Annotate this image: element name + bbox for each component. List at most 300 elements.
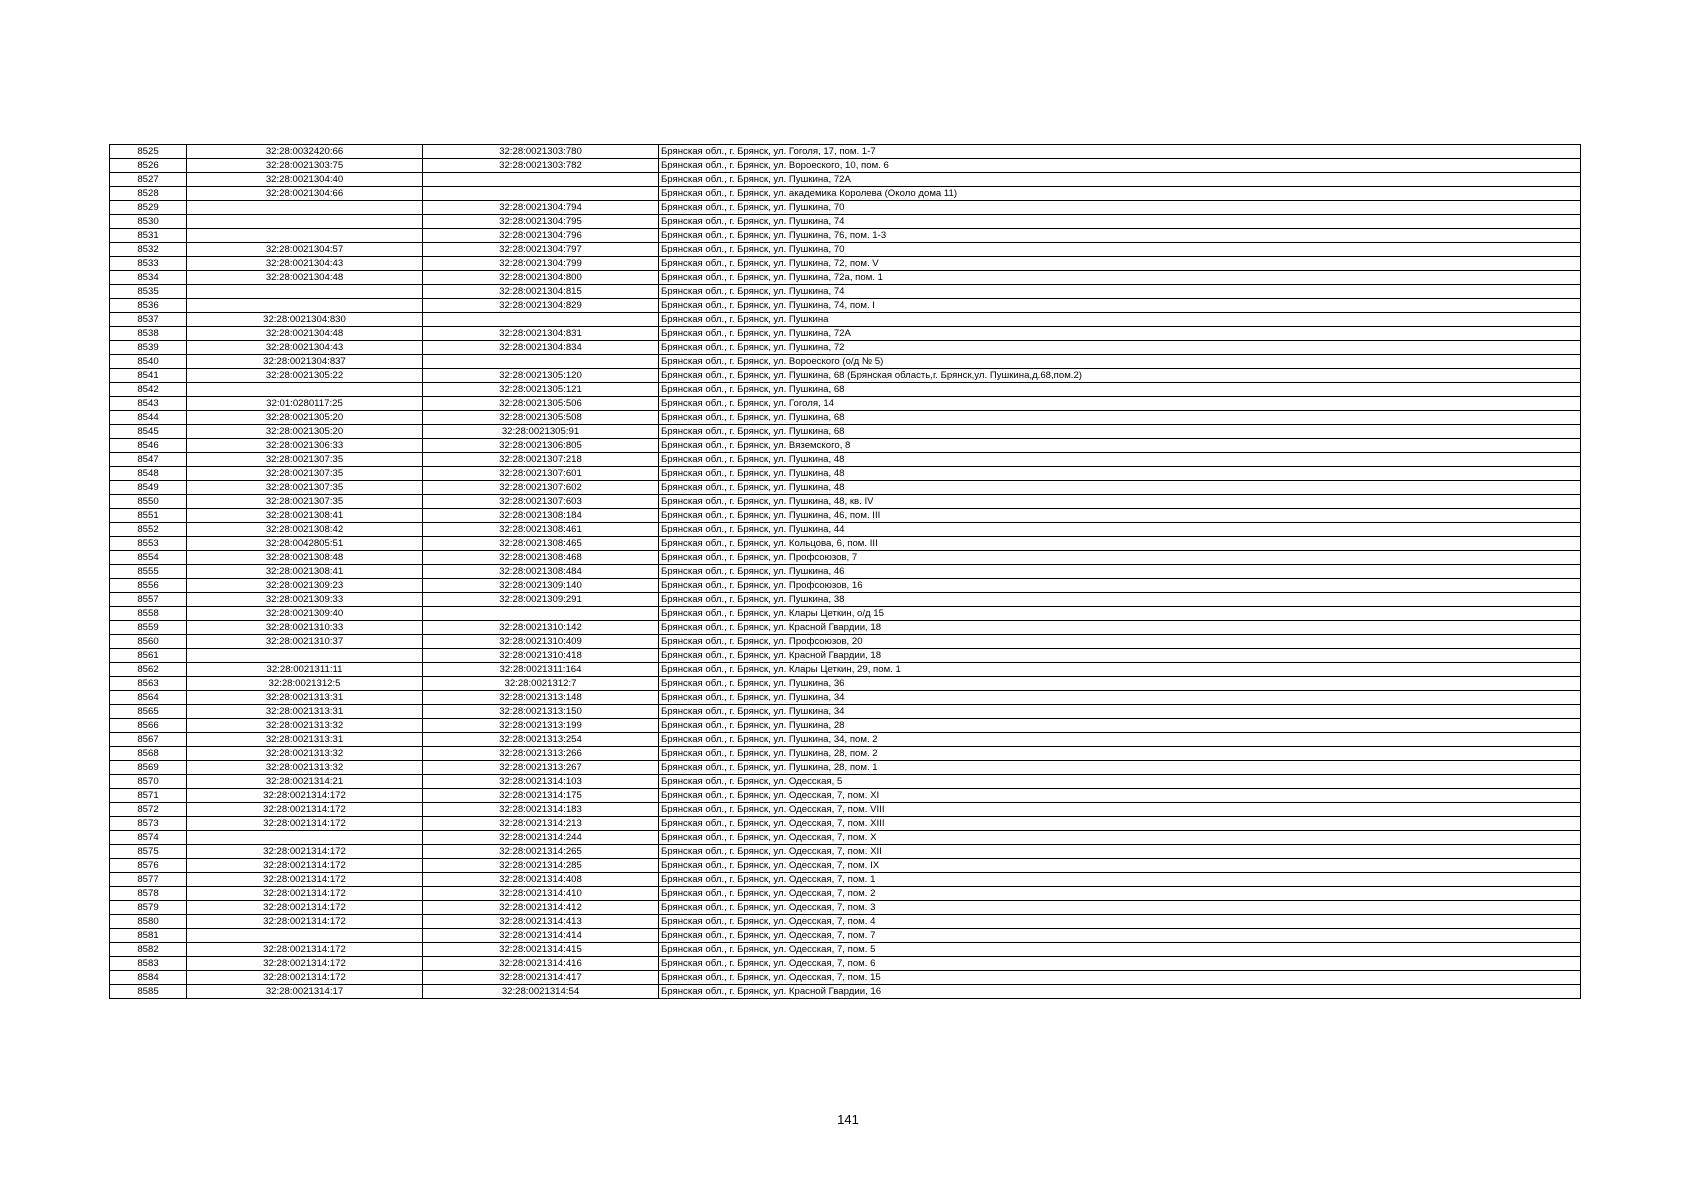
parcel-number-cell: 32:28:0021304:40 bbox=[187, 173, 423, 187]
address-cell: Брянская обл., г. Брянск, ул. Пушкина, 74, пом. I bbox=[659, 299, 1581, 313]
record-number-cell: 8554 bbox=[110, 551, 187, 565]
table-row bbox=[110, 481, 1581, 495]
address-cell: Брянская обл., г. Брянск, ул. Пушкина, 68 (Брянская область,г. Брянск,ул. Пушкина,д.68,пом.2) bbox=[659, 369, 1581, 383]
parcel-number-cell: 32:28:0021304:66 bbox=[187, 187, 423, 201]
object-number-cell: 32:28:0021314:408 bbox=[423, 873, 659, 887]
parcel-number-cell: 32:28:0042805:51 bbox=[187, 537, 423, 551]
table-row bbox=[110, 901, 1581, 915]
record-number-cell: 8536 bbox=[110, 299, 187, 313]
object-number-cell: 32:28:0021308:184 bbox=[423, 509, 659, 523]
parcel-number-cell: 32:28:0021314:172 bbox=[187, 873, 423, 887]
address-cell: Брянская обл., г. Брянск, ул. Пушкина bbox=[659, 313, 1581, 327]
address-cell: Брянская обл., г. Брянск, ул. Пушкина, 68 bbox=[659, 425, 1581, 439]
address-cell: Брянская обл., г. Брянск, ул. Клары Цеткин, о/д 15 bbox=[659, 607, 1581, 621]
record-number-cell: 8556 bbox=[110, 579, 187, 593]
address-cell: Брянская обл., г. Брянск, ул. Одесская, 7, пом. 7 bbox=[659, 929, 1581, 943]
address-cell: Брянская обл., г. Брянск, ул. Пушкина, 34, пом. 2 bbox=[659, 733, 1581, 747]
parcel-number-cell: 32:28:0021304:837 bbox=[187, 355, 423, 369]
parcel-number-cell: 32:28:0021314:21 bbox=[187, 775, 423, 789]
record-number-cell: 8558 bbox=[110, 607, 187, 621]
address-cell: Брянская обл., г. Брянск, ул. Профсоюзов, 20 bbox=[659, 635, 1581, 649]
parcel-number-cell: 32:28:0021314:172 bbox=[187, 789, 423, 803]
address-cell: Брянская обл., г. Брянск, ул. Кольцова, 6, пом. III bbox=[659, 537, 1581, 551]
table-row bbox=[110, 299, 1581, 313]
address-cell: Брянская обл., г. Брянск, ул. Пушкина, 72 bbox=[659, 341, 1581, 355]
record-number-cell: 8553 bbox=[110, 537, 187, 551]
object-number-cell: 32:28:0021314:410 bbox=[423, 887, 659, 901]
record-number-cell: 8542 bbox=[110, 383, 187, 397]
parcel-number-cell: 32:28:0021309:23 bbox=[187, 579, 423, 593]
parcel-number-cell: 32:28:0021314:172 bbox=[187, 971, 423, 985]
parcel-number-cell: 32:28:0021303:75 bbox=[187, 159, 423, 173]
record-number-cell: 8525 bbox=[110, 145, 187, 159]
table-row bbox=[110, 327, 1581, 341]
table-row bbox=[110, 159, 1581, 173]
record-number-cell: 8584 bbox=[110, 971, 187, 985]
table-row bbox=[110, 397, 1581, 411]
parcel-number-cell: 32:28:0021314:172 bbox=[187, 943, 423, 957]
table-row bbox=[110, 173, 1581, 187]
record-number-cell: 8557 bbox=[110, 593, 187, 607]
object-number-cell: 32:28:0021314:416 bbox=[423, 957, 659, 971]
parcel-number-cell: 32:28:0021307:35 bbox=[187, 481, 423, 495]
table-row bbox=[110, 677, 1581, 691]
object-number-cell: 32:28:0021308:468 bbox=[423, 551, 659, 565]
address-cell: Брянская обл., г. Брянск, ул. Пушкина, 68 bbox=[659, 411, 1581, 425]
table-row bbox=[110, 621, 1581, 635]
address-cell: Брянская обл., г. Брянск, ул. Одесская, 7, пом. 4 bbox=[659, 915, 1581, 929]
table-row bbox=[110, 831, 1581, 845]
record-number-cell: 8565 bbox=[110, 705, 187, 719]
record-number-cell: 8555 bbox=[110, 565, 187, 579]
object-number-cell bbox=[423, 187, 659, 201]
record-number-cell: 8552 bbox=[110, 523, 187, 537]
parcel-number-cell bbox=[187, 299, 423, 313]
record-number-cell: 8566 bbox=[110, 719, 187, 733]
record-number-cell: 8581 bbox=[110, 929, 187, 943]
object-number-cell: 32:28:0021314:103 bbox=[423, 775, 659, 789]
table-row bbox=[110, 593, 1581, 607]
parcel-number-cell: 32:28:0021313:31 bbox=[187, 691, 423, 705]
record-number-cell: 8551 bbox=[110, 509, 187, 523]
parcel-number-cell: 32:28:0021309:33 bbox=[187, 593, 423, 607]
parcel-number-cell: 32:28:0021313:32 bbox=[187, 747, 423, 761]
table-row bbox=[110, 957, 1581, 971]
record-number-cell: 8528 bbox=[110, 187, 187, 201]
address-cell: Брянская обл., г. Брянск, ул. Профсоюзов, 16 bbox=[659, 579, 1581, 593]
parcel-number-cell: 32:28:0021313:31 bbox=[187, 705, 423, 719]
object-number-cell: 32:28:0021312:7 bbox=[423, 677, 659, 691]
parcel-number-cell: 32:28:0021304:43 bbox=[187, 257, 423, 271]
address-cell: Брянская обл., г. Брянск, ул. Пушкина, 48 bbox=[659, 481, 1581, 495]
parcel-number-cell: 32:28:0021314:172 bbox=[187, 803, 423, 817]
record-number-cell: 8569 bbox=[110, 761, 187, 775]
table-row bbox=[110, 733, 1581, 747]
parcel-number-cell: 32:28:0021308:41 bbox=[187, 509, 423, 523]
object-number-cell: 32:28:0021304:799 bbox=[423, 257, 659, 271]
parcel-number-cell: 32:28:0021314:172 bbox=[187, 901, 423, 915]
parcel-number-cell: 32:28:0021311:11 bbox=[187, 663, 423, 677]
record-number-cell: 8577 bbox=[110, 873, 187, 887]
parcel-number-cell: 32:28:0021307:35 bbox=[187, 453, 423, 467]
parcel-number-cell: 32:28:0021309:40 bbox=[187, 607, 423, 621]
address-cell: Брянская обл., г. Брянск, ул. Клары Цеткин, 29, пом. 1 bbox=[659, 663, 1581, 677]
address-cell: Брянская обл., г. Брянск, ул. Одесская, 7, пом. X bbox=[659, 831, 1581, 845]
record-number-cell: 8543 bbox=[110, 397, 187, 411]
record-number-cell: 8541 bbox=[110, 369, 187, 383]
object-number-cell: 32:28:0021305:508 bbox=[423, 411, 659, 425]
object-number-cell: 32:28:0021314:54 bbox=[423, 985, 659, 999]
address-cell: Брянская обл., г. Брянск, ул. Пушкина, 72, пом. V bbox=[659, 257, 1581, 271]
parcel-number-cell: 32:28:0021307:35 bbox=[187, 467, 423, 481]
record-number-cell: 8585 bbox=[110, 985, 187, 999]
address-cell: Брянская обл., г. Брянск, ул. Пушкина, 38 bbox=[659, 593, 1581, 607]
parcel-number-cell: 32:28:0021307:35 bbox=[187, 495, 423, 509]
table-row bbox=[110, 775, 1581, 789]
table-row bbox=[110, 551, 1581, 565]
parcel-number-cell bbox=[187, 285, 423, 299]
table-row bbox=[110, 215, 1581, 229]
parcel-number-cell: 32:28:0021308:41 bbox=[187, 565, 423, 579]
object-number-cell: 32:28:0021304:797 bbox=[423, 243, 659, 257]
table-row bbox=[110, 873, 1581, 887]
address-cell: Брянская обл., г. Брянск, ул. Красной Гвардии, 18 bbox=[659, 649, 1581, 663]
address-cell: Брянская обл., г. Брянск, ул. Пушкина, 36 bbox=[659, 677, 1581, 691]
parcel-number-cell: 32:28:0021313:32 bbox=[187, 719, 423, 733]
record-number-cell: 8538 bbox=[110, 327, 187, 341]
object-number-cell: 32:28:0021307:218 bbox=[423, 453, 659, 467]
address-cell: Брянская обл., г. Брянск, ул. Пушкина, 34 bbox=[659, 691, 1581, 705]
record-number-cell: 8527 bbox=[110, 173, 187, 187]
object-number-cell: 32:28:0021304:796 bbox=[423, 229, 659, 243]
record-number-cell: 8561 bbox=[110, 649, 187, 663]
record-number-cell: 8540 bbox=[110, 355, 187, 369]
record-number-cell: 8567 bbox=[110, 733, 187, 747]
record-number-cell: 8537 bbox=[110, 313, 187, 327]
record-number-cell: 8535 bbox=[110, 285, 187, 299]
table-row bbox=[110, 243, 1581, 257]
address-cell: Брянская обл., г. Брянск, ул. Пушкина, 72А bbox=[659, 173, 1581, 187]
address-cell: Брянская обл., г. Брянск, ул. Одесская, 7, пом. XIII bbox=[659, 817, 1581, 831]
record-number-cell: 8549 bbox=[110, 481, 187, 495]
table-row bbox=[110, 943, 1581, 957]
address-cell: Брянская обл., г. Брянск, ул. Пушкина, 72а, пом. 1 bbox=[659, 271, 1581, 285]
parcel-number-cell: 32:28:0021304:57 bbox=[187, 243, 423, 257]
address-cell: Брянская обл., г. Брянск, ул. Гоголя, 14 bbox=[659, 397, 1581, 411]
table-row bbox=[110, 929, 1581, 943]
address-cell: Брянская обл., г. Брянск, ул. Вороеского (о/д № 5) bbox=[659, 355, 1581, 369]
table-row bbox=[110, 285, 1581, 299]
parcel-number-cell bbox=[187, 929, 423, 943]
address-cell: Брянская обл., г. Брянск, ул. Красной Гвардии, 18 bbox=[659, 621, 1581, 635]
address-cell: Брянская обл., г. Брянск, ул. Одесская, 7, пом. 2 bbox=[659, 887, 1581, 901]
record-number-cell: 8544 bbox=[110, 411, 187, 425]
object-number-cell: 32:28:0021310:142 bbox=[423, 621, 659, 635]
object-number-cell: 32:28:0021308:465 bbox=[423, 537, 659, 551]
object-number-cell: 32:28:0021305:120 bbox=[423, 369, 659, 383]
record-number-cell: 8582 bbox=[110, 943, 187, 957]
object-number-cell: 32:28:0021309:291 bbox=[423, 593, 659, 607]
table-row bbox=[110, 467, 1581, 481]
table-row bbox=[110, 565, 1581, 579]
page-number: 141 bbox=[837, 1112, 859, 1127]
parcel-number-cell bbox=[187, 383, 423, 397]
parcel-number-cell bbox=[187, 831, 423, 845]
object-number-cell: 32:28:0021314:414 bbox=[423, 929, 659, 943]
parcel-number-cell bbox=[187, 229, 423, 243]
address-cell: Брянская обл., г. Брянск, ул. Профсоюзов, 7 bbox=[659, 551, 1581, 565]
object-number-cell: 32:28:0021314:175 bbox=[423, 789, 659, 803]
object-number-cell: 32:28:0021313:148 bbox=[423, 691, 659, 705]
record-number-cell: 8575 bbox=[110, 845, 187, 859]
parcel-number-cell: 32:28:0021314:172 bbox=[187, 887, 423, 901]
object-number-cell: 32:28:0021305:506 bbox=[423, 397, 659, 411]
address-cell: Брянская обл., г. Брянск, ул. Одесская, 7, пом. XII bbox=[659, 845, 1581, 859]
record-number-cell: 8572 bbox=[110, 803, 187, 817]
parcel-number-cell: 32:28:0021314:17 bbox=[187, 985, 423, 999]
object-number-cell: 32:28:0021308:461 bbox=[423, 523, 659, 537]
table-row bbox=[110, 187, 1581, 201]
address-cell: Брянская обл., г. Брянск, ул. Гоголя, 17, пом. 1-7 bbox=[659, 145, 1581, 159]
table-row bbox=[110, 537, 1581, 551]
table-row bbox=[110, 439, 1581, 453]
parcel-number-cell: 32:28:0021310:33 bbox=[187, 621, 423, 635]
table-row bbox=[110, 369, 1581, 383]
table-row bbox=[110, 495, 1581, 509]
object-number-cell: 32:28:0021313:266 bbox=[423, 747, 659, 761]
object-number-cell: 32:28:0021313:150 bbox=[423, 705, 659, 719]
address-cell: Брянская обл., г. Брянск, ул. Одесская, 7, пом. 5 bbox=[659, 943, 1581, 957]
address-cell: Брянская обл., г. Брянск, ул. Пушкина, 68 bbox=[659, 383, 1581, 397]
object-number-cell: 32:28:0021304:795 bbox=[423, 215, 659, 229]
object-number-cell: 32:28:0021313:254 bbox=[423, 733, 659, 747]
object-number-cell: 32:28:0021303:780 bbox=[423, 145, 659, 159]
record-number-cell: 8574 bbox=[110, 831, 187, 845]
table-row bbox=[110, 271, 1581, 285]
table-row bbox=[110, 579, 1581, 593]
object-number-cell: 32:28:0021309:140 bbox=[423, 579, 659, 593]
table-row bbox=[110, 509, 1581, 523]
table-row bbox=[110, 341, 1581, 355]
parcel-number-cell: 32:28:0021313:32 bbox=[187, 761, 423, 775]
address-cell: Брянская обл., г. Брянск, ул. Пушкина, 70 bbox=[659, 201, 1581, 215]
table-row bbox=[110, 355, 1581, 369]
address-cell: Брянская обл., г. Брянск, ул. Пушкина, 28, пом. 2 bbox=[659, 747, 1581, 761]
record-number-cell: 8560 bbox=[110, 635, 187, 649]
parcel-number-cell: 32:28:0021304:830 bbox=[187, 313, 423, 327]
table-row bbox=[110, 817, 1581, 831]
parcel-number-cell: 32:28:0032420:66 bbox=[187, 145, 423, 159]
object-number-cell: 32:28:0021307:602 bbox=[423, 481, 659, 495]
record-number-cell: 8573 bbox=[110, 817, 187, 831]
table-row bbox=[110, 425, 1581, 439]
address-cell: Брянская обл., г. Брянск, ул. Пушкина, 46 bbox=[659, 565, 1581, 579]
address-cell: Брянская обл., г. Брянск, ул. Одесская, 5 bbox=[659, 775, 1581, 789]
object-number-cell: 32:28:0021305:91 bbox=[423, 425, 659, 439]
object-number-cell: 32:28:0021303:782 bbox=[423, 159, 659, 173]
table-row bbox=[110, 229, 1581, 243]
table-row bbox=[110, 761, 1581, 775]
record-number-cell: 8539 bbox=[110, 341, 187, 355]
object-number-cell: 32:28:0021314:265 bbox=[423, 845, 659, 859]
object-number-cell: 32:28:0021314:285 bbox=[423, 859, 659, 873]
table-row bbox=[110, 635, 1581, 649]
record-number-cell: 8548 bbox=[110, 467, 187, 481]
address-cell: Брянская обл., г. Брянск, ул. Пушкина, 48 bbox=[659, 467, 1581, 481]
table-row bbox=[110, 453, 1581, 467]
parcel-number-cell: 32:28:0021304:48 bbox=[187, 327, 423, 341]
address-cell: Брянская обл., г. Брянск, ул. Пушкина, 44 bbox=[659, 523, 1581, 537]
address-cell: Брянская обл., г. Брянск, ул. Пушкина, 48, кв. IV bbox=[659, 495, 1581, 509]
table-row bbox=[110, 313, 1581, 327]
object-number-cell: 32:28:0021310:409 bbox=[423, 635, 659, 649]
parcel-number-cell: 32:28:0021310:37 bbox=[187, 635, 423, 649]
parcel-number-cell: 32:28:0021308:48 bbox=[187, 551, 423, 565]
parcel-number-cell: 32:28:0021304:43 bbox=[187, 341, 423, 355]
parcel-number-cell: 32:28:0021305:20 bbox=[187, 425, 423, 439]
parcel-number-cell bbox=[187, 215, 423, 229]
table-row bbox=[110, 887, 1581, 901]
parcel-number-cell: 32:28:0021305:22 bbox=[187, 369, 423, 383]
parcel-number-cell: 32:28:0021313:31 bbox=[187, 733, 423, 747]
parcel-number-cell: 32:28:0021314:172 bbox=[187, 859, 423, 873]
record-number-cell: 8564 bbox=[110, 691, 187, 705]
table-row bbox=[110, 523, 1581, 537]
address-cell: Брянская обл., г. Брянск, ул. Пушкина, 34 bbox=[659, 705, 1581, 719]
address-cell: Брянская обл., г. Брянск, ул. Одесская, 7, пом. 6 bbox=[659, 957, 1581, 971]
record-number-cell: 8583 bbox=[110, 957, 187, 971]
parcel-number-cell: 32:28:0021306:33 bbox=[187, 439, 423, 453]
record-number-cell: 8563 bbox=[110, 677, 187, 691]
object-number-cell: 32:28:0021307:603 bbox=[423, 495, 659, 509]
object-number-cell bbox=[423, 355, 659, 369]
table-row bbox=[110, 201, 1581, 215]
record-number-cell: 8532 bbox=[110, 243, 187, 257]
table-row bbox=[110, 411, 1581, 425]
address-cell: Брянская обл., г. Брянск, ул. Пушкина, 74 bbox=[659, 215, 1581, 229]
parcel-number-cell bbox=[187, 649, 423, 663]
parcel-number-cell bbox=[187, 201, 423, 215]
table-row bbox=[110, 985, 1581, 999]
object-number-cell bbox=[423, 313, 659, 327]
record-number-cell: 8547 bbox=[110, 453, 187, 467]
record-number-cell: 8531 bbox=[110, 229, 187, 243]
record-number-cell: 8550 bbox=[110, 495, 187, 509]
address-cell: Брянская обл., г. Брянск, ул. Пушкина, 48 bbox=[659, 453, 1581, 467]
address-cell: Брянская обл., г. Брянск, ул. Вяземского, 8 bbox=[659, 439, 1581, 453]
object-number-cell: 32:28:0021304:834 bbox=[423, 341, 659, 355]
address-cell: Брянская обл., г. Брянск, ул. Вороеского, 10, пом. 6 bbox=[659, 159, 1581, 173]
table-row bbox=[110, 803, 1581, 817]
parcel-number-cell: 32:28:0021305:20 bbox=[187, 411, 423, 425]
object-number-cell: 32:28:0021314:413 bbox=[423, 915, 659, 929]
record-number-cell: 8534 bbox=[110, 271, 187, 285]
parcel-number-cell: 32:28:0021314:172 bbox=[187, 817, 423, 831]
address-cell: Брянская обл., г. Брянск, ул. Красной Гвардии, 16 bbox=[659, 985, 1581, 999]
record-number-cell: 8570 bbox=[110, 775, 187, 789]
object-number-cell: 32:28:0021314:183 bbox=[423, 803, 659, 817]
object-number-cell: 32:28:0021306:805 bbox=[423, 439, 659, 453]
object-number-cell: 32:28:0021313:199 bbox=[423, 719, 659, 733]
address-cell: Брянская обл., г. Брянск, ул. Одесская, 7, пом. XI bbox=[659, 789, 1581, 803]
table-row bbox=[110, 383, 1581, 397]
address-cell: Брянская обл., г. Брянск, ул. Одесская, 7, пом. VIII bbox=[659, 803, 1581, 817]
object-number-cell: 32:28:0021304:800 bbox=[423, 271, 659, 285]
object-number-cell: 32:28:0021311:164 bbox=[423, 663, 659, 677]
table-row bbox=[110, 719, 1581, 733]
object-number-cell: 32:28:0021313:267 bbox=[423, 761, 659, 775]
table-row bbox=[110, 971, 1581, 985]
object-number-cell bbox=[423, 173, 659, 187]
table-row bbox=[110, 257, 1581, 271]
address-cell: Брянская обл., г. Брянск, ул. Одесская, 7, пом. 15 bbox=[659, 971, 1581, 985]
record-number-cell: 8529 bbox=[110, 201, 187, 215]
object-number-cell: 32:28:0021304:794 bbox=[423, 201, 659, 215]
object-number-cell: 32:28:0021314:415 bbox=[423, 943, 659, 957]
object-number-cell: 32:28:0021304:815 bbox=[423, 285, 659, 299]
object-number-cell: 32:28:0021305:121 bbox=[423, 383, 659, 397]
address-cell: Брянская обл., г. Брянск, ул. Одесская, 7, пом. 3 bbox=[659, 901, 1581, 915]
record-number-cell: 8533 bbox=[110, 257, 187, 271]
object-number-cell: 32:28:0021307:601 bbox=[423, 467, 659, 481]
table-row bbox=[110, 607, 1581, 621]
table-row bbox=[110, 691, 1581, 705]
table-row bbox=[110, 789, 1581, 803]
object-number-cell: 32:28:0021304:829 bbox=[423, 299, 659, 313]
object-number-cell: 32:28:0021314:412 bbox=[423, 901, 659, 915]
parcel-number-cell: 32:28:0021314:172 bbox=[187, 915, 423, 929]
address-cell: Брянская обл., г. Брянск, ул. Пушкина, 46, пом. III bbox=[659, 509, 1581, 523]
address-cell: Брянская обл., г. Брянск, ул. Одесская, 7, пом. 1 bbox=[659, 873, 1581, 887]
table-row bbox=[110, 649, 1581, 663]
address-cell: Брянская обл., г. Брянск, ул. Пушкина, 76, пом. 1-3 bbox=[659, 229, 1581, 243]
address-cell: Брянская обл., г. Брянск, ул. Пушкина, 70 bbox=[659, 243, 1581, 257]
address-cell: Брянская обл., г. Брянск, ул. академика Королева (Около дома 11) bbox=[659, 187, 1581, 201]
parcel-number-cell: 32:28:0021314:172 bbox=[187, 957, 423, 971]
table-row bbox=[110, 705, 1581, 719]
parcel-number-cell: 32:28:0021308:42 bbox=[187, 523, 423, 537]
parcel-number-cell: 32:01:0280117:25 bbox=[187, 397, 423, 411]
object-number-cell: 32:28:0021314:417 bbox=[423, 971, 659, 985]
record-number-cell: 8526 bbox=[110, 159, 187, 173]
parcel-number-cell: 32:28:0021312:5 bbox=[187, 677, 423, 691]
record-number-cell: 8530 bbox=[110, 215, 187, 229]
registry-table-body bbox=[110, 145, 1581, 999]
object-number-cell: 32:28:0021310:418 bbox=[423, 649, 659, 663]
record-number-cell: 8546 bbox=[110, 439, 187, 453]
object-number-cell: 32:28:0021308:484 bbox=[423, 565, 659, 579]
registry-table bbox=[109, 144, 1581, 999]
address-cell: Брянская обл., г. Брянск, ул. Пушкина, 28, пом. 1 bbox=[659, 761, 1581, 775]
record-number-cell: 8568 bbox=[110, 747, 187, 761]
address-cell: Брянская обл., г. Брянск, ул. Пушкина, 74 bbox=[659, 285, 1581, 299]
address-cell: Брянская обл., г. Брянск, ул. Одесская, 7, пом. IX bbox=[659, 859, 1581, 873]
record-number-cell: 8580 bbox=[110, 915, 187, 929]
record-number-cell: 8578 bbox=[110, 887, 187, 901]
address-cell: Брянская обл., г. Брянск, ул. Пушкина, 28 bbox=[659, 719, 1581, 733]
object-number-cell: 32:28:0021314:213 bbox=[423, 817, 659, 831]
address-cell: Брянская обл., г. Брянск, ул. Пушкина, 72А bbox=[659, 327, 1581, 341]
record-number-cell: 8559 bbox=[110, 621, 187, 635]
object-number-cell: 32:28:0021314:244 bbox=[423, 831, 659, 845]
table-row bbox=[110, 145, 1581, 159]
record-number-cell: 8571 bbox=[110, 789, 187, 803]
record-number-cell: 8576 bbox=[110, 859, 187, 873]
table-row bbox=[110, 859, 1581, 873]
parcel-number-cell: 32:28:0021304:48 bbox=[187, 271, 423, 285]
table-row bbox=[110, 663, 1581, 677]
record-number-cell: 8545 bbox=[110, 425, 187, 439]
